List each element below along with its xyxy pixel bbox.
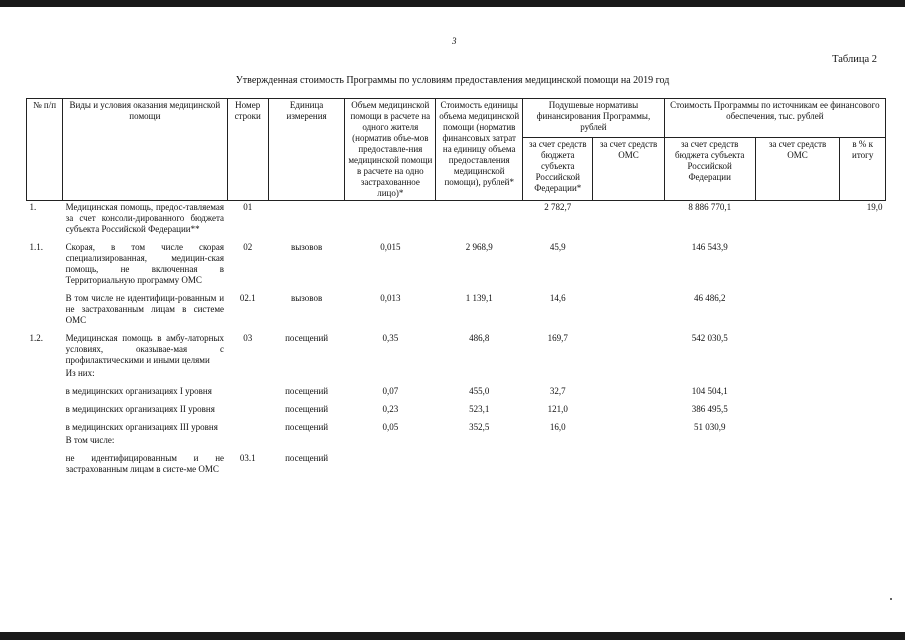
header-volume: Объем медицинской помощи в расчете на одного жителя (норматив объе-мов предоставле-ния медицинской помощи в расчете на одно застрахованное лицо)* — [345, 99, 436, 201]
cell-desc: В том числе не идентифици-рованным и не застрахованным лицам в системе ОМС — [65, 293, 225, 325]
header-num: № п/п — [27, 99, 63, 201]
cell-unit — [268, 367, 344, 380]
cell-pc-budget: 169,7 — [547, 333, 568, 343]
cell-cost-budget — [664, 434, 755, 447]
cell-desc: В том числе: — [65, 435, 115, 445]
cell-pc-oms — [593, 380, 664, 398]
header-cost-oms: за счет средств ОМС — [755, 138, 840, 201]
cell-cost-unit: 352,5 — [469, 422, 490, 432]
header-per-capita-budget: за счет средств бюджета субъекта Российской Федерации* — [523, 138, 593, 201]
cell-unit: вызовов — [290, 293, 323, 303]
header-program-cost: Стоимость Программы по источникам ее финансового обеспечения, тыс. рублей — [664, 99, 885, 138]
cell-desc: в медицинских организациях I уровня — [65, 386, 212, 396]
cell-pct — [840, 447, 886, 476]
cell-pc-budget — [523, 434, 593, 447]
cell-row-no: 02.1 — [239, 293, 256, 303]
cell-num: 1. — [29, 202, 37, 212]
cell-row-no: 03.1 — [239, 453, 256, 463]
cell-unit: посещений — [285, 333, 329, 343]
cell-row-no — [227, 416, 268, 434]
cell-cost-oms — [755, 367, 840, 380]
page-number: 3 — [452, 36, 457, 46]
cell-pct — [840, 398, 886, 416]
cell-cost-unit: 486,8 — [469, 333, 490, 343]
cost-table — [26, 98, 886, 476]
cell-cost-budget: 51 030,9 — [693, 422, 726, 432]
cell-row-no — [227, 434, 268, 447]
table-row — [27, 367, 886, 380]
top-scan-border — [0, 0, 905, 7]
cell-pc-oms — [593, 416, 664, 434]
cell-pc-oms — [593, 236, 664, 287]
cell-volume: 0,35 — [382, 333, 399, 343]
cell-pc-budget: 45,9 — [549, 242, 566, 252]
cell-cost-oms — [755, 380, 840, 398]
cell-volume: 0,23 — [382, 404, 399, 414]
cell-pc-budget: 32,7 — [549, 386, 566, 396]
cell-cost-unit: 523,1 — [469, 404, 490, 414]
cell-row-no — [227, 367, 268, 380]
cell-num — [27, 398, 63, 416]
table-row — [27, 380, 886, 398]
header-per-capita-oms: за счет средств ОМС — [593, 138, 664, 201]
cell-num: 1.1. — [29, 242, 43, 252]
cell-pc-oms — [593, 201, 664, 237]
cell-pct: 19,0 — [866, 202, 883, 212]
cell-cost-budget — [664, 367, 755, 380]
cell-unit: посещений — [285, 422, 329, 432]
cell-cost-oms — [755, 447, 840, 476]
header-unit: Единица измерения — [268, 99, 344, 201]
cell-desc: Из них: — [65, 368, 95, 378]
scan-speck — [890, 598, 892, 600]
cell-cost-unit: 1 139,1 — [465, 293, 493, 303]
cell-cost-oms — [755, 416, 840, 434]
cell-num — [27, 367, 63, 380]
cell-cost-budget: 146 543,9 — [691, 242, 728, 252]
header-cost-budget: за счет средств бюджета субъекта Российской Федерации — [664, 138, 755, 201]
cell-volume — [345, 367, 436, 380]
cell-cost-oms — [755, 327, 840, 367]
cell-desc: в медицинских организациях III уровня — [65, 422, 218, 432]
cell-row-no: 01 — [243, 202, 253, 212]
cell-cost-unit — [436, 201, 523, 237]
cell-desc: Скорая, в том числе скорая специализированная, медицин-ская помощь, не включенная в Территориальную программу ОМС — [65, 242, 225, 285]
cell-cost-oms — [755, 434, 840, 447]
cell-cost-budget: 542 030,5 — [691, 333, 728, 343]
cell-cost-budget: 8 886 770,1 — [688, 202, 732, 212]
cell-volume — [345, 434, 436, 447]
cell-cost-unit — [436, 447, 523, 476]
cell-num — [27, 447, 63, 476]
header-per-capita: Подушевые нормативы финансирования Программы, рублей — [523, 99, 665, 138]
cell-unit: посещений — [285, 453, 329, 463]
cell-unit — [268, 434, 344, 447]
cell-unit: посещений — [285, 404, 329, 414]
cell-num — [27, 380, 63, 398]
cell-pct — [840, 416, 886, 434]
cell-pct — [840, 380, 886, 398]
cell-row-no — [227, 398, 268, 416]
table-row — [27, 416, 886, 434]
table-label: Таблица 2 — [832, 54, 877, 65]
cell-row-no: 03 — [243, 333, 253, 343]
cell-unit: вызовов — [290, 242, 323, 252]
cell-desc: в медицинских организациях II уровня — [65, 404, 215, 414]
table-row — [27, 434, 886, 447]
cell-pc-budget — [523, 367, 593, 380]
cell-pct — [840, 327, 886, 367]
cell-cost-budget — [664, 447, 755, 476]
document-title: Утвержденная стоимость Программы по условиям предоставления медицинской помощи на 2019 год — [235, 75, 670, 86]
header-cost-unit: Стоимость единицы объема медицинской помощи (норматив финансовых затрат на единицу объема предоставления медицинской помощи), рублей* — [436, 99, 523, 201]
cell-pc-budget: 16,0 — [549, 422, 566, 432]
cell-cost-unit — [436, 367, 523, 380]
cell-volume — [345, 447, 436, 476]
cell-cost-oms — [755, 398, 840, 416]
cell-pc-oms — [593, 287, 664, 327]
cell-cost-unit — [436, 434, 523, 447]
header-row-no: Номер строки — [227, 99, 268, 201]
cell-cost-budget: 386 495,5 — [691, 404, 728, 414]
cell-cost-unit: 455,0 — [469, 386, 490, 396]
cell-volume: 0,07 — [382, 386, 399, 396]
cell-pct — [840, 287, 886, 327]
table-row — [27, 287, 886, 327]
cell-num — [27, 416, 63, 434]
cell-volume: 0,05 — [382, 422, 399, 432]
cell-pc-budget: 121,0 — [547, 404, 568, 414]
header-cost-pct: в % к итогу — [840, 138, 886, 201]
cell-desc: Медицинская помощь, предос-тавляемая за счет консоли-дированного бюджета субъекта Российской Федерации** — [65, 202, 225, 234]
table-row — [27, 398, 886, 416]
cell-pc-budget: 14,6 — [549, 293, 566, 303]
cell-pc-budget: 2 782,7 — [544, 202, 572, 212]
cell-cost-oms — [755, 287, 840, 327]
cell-cost-oms — [755, 236, 840, 287]
cell-desc: не идентифицированным и не застрахованным лицам в систе-ме ОМС — [65, 453, 225, 474]
cell-row-no: 02 — [243, 242, 253, 252]
cell-pc-oms — [593, 398, 664, 416]
cell-volume — [345, 201, 436, 237]
cell-num — [27, 287, 63, 327]
cell-cost-budget: 104 504,1 — [691, 386, 728, 396]
cell-pc-oms — [593, 327, 664, 367]
cell-cost-unit: 2 968,9 — [465, 242, 493, 252]
table-row — [27, 201, 886, 237]
cell-desc: Медицинская помощь в амбу-латорных условиях, оказывае-мая с профилактическими и иными целями — [65, 333, 225, 365]
table-row — [27, 236, 886, 287]
cell-unit: посещений — [285, 386, 329, 396]
cell-pct — [840, 236, 886, 287]
table-row — [27, 447, 886, 476]
cell-volume: 0,013 — [380, 293, 401, 303]
cell-pct — [840, 367, 886, 380]
cell-pct — [840, 434, 886, 447]
cell-num — [27, 434, 63, 447]
header-kind: Виды и условия оказания медицинской помощи — [63, 99, 227, 201]
cell-pc-budget — [523, 447, 593, 476]
table-row — [27, 327, 886, 367]
cell-pc-oms — [593, 367, 664, 380]
cell-unit — [268, 201, 344, 237]
cell-volume: 0,015 — [380, 242, 401, 252]
cell-cost-budget: 46 486,2 — [693, 293, 726, 303]
header-row — [27, 99, 886, 138]
cell-cost-oms — [755, 201, 840, 237]
cell-pc-oms — [593, 434, 664, 447]
cell-pc-oms — [593, 447, 664, 476]
cell-row-no — [227, 380, 268, 398]
cell-num: 1.2. — [29, 333, 43, 343]
bottom-scan-border — [0, 632, 905, 640]
